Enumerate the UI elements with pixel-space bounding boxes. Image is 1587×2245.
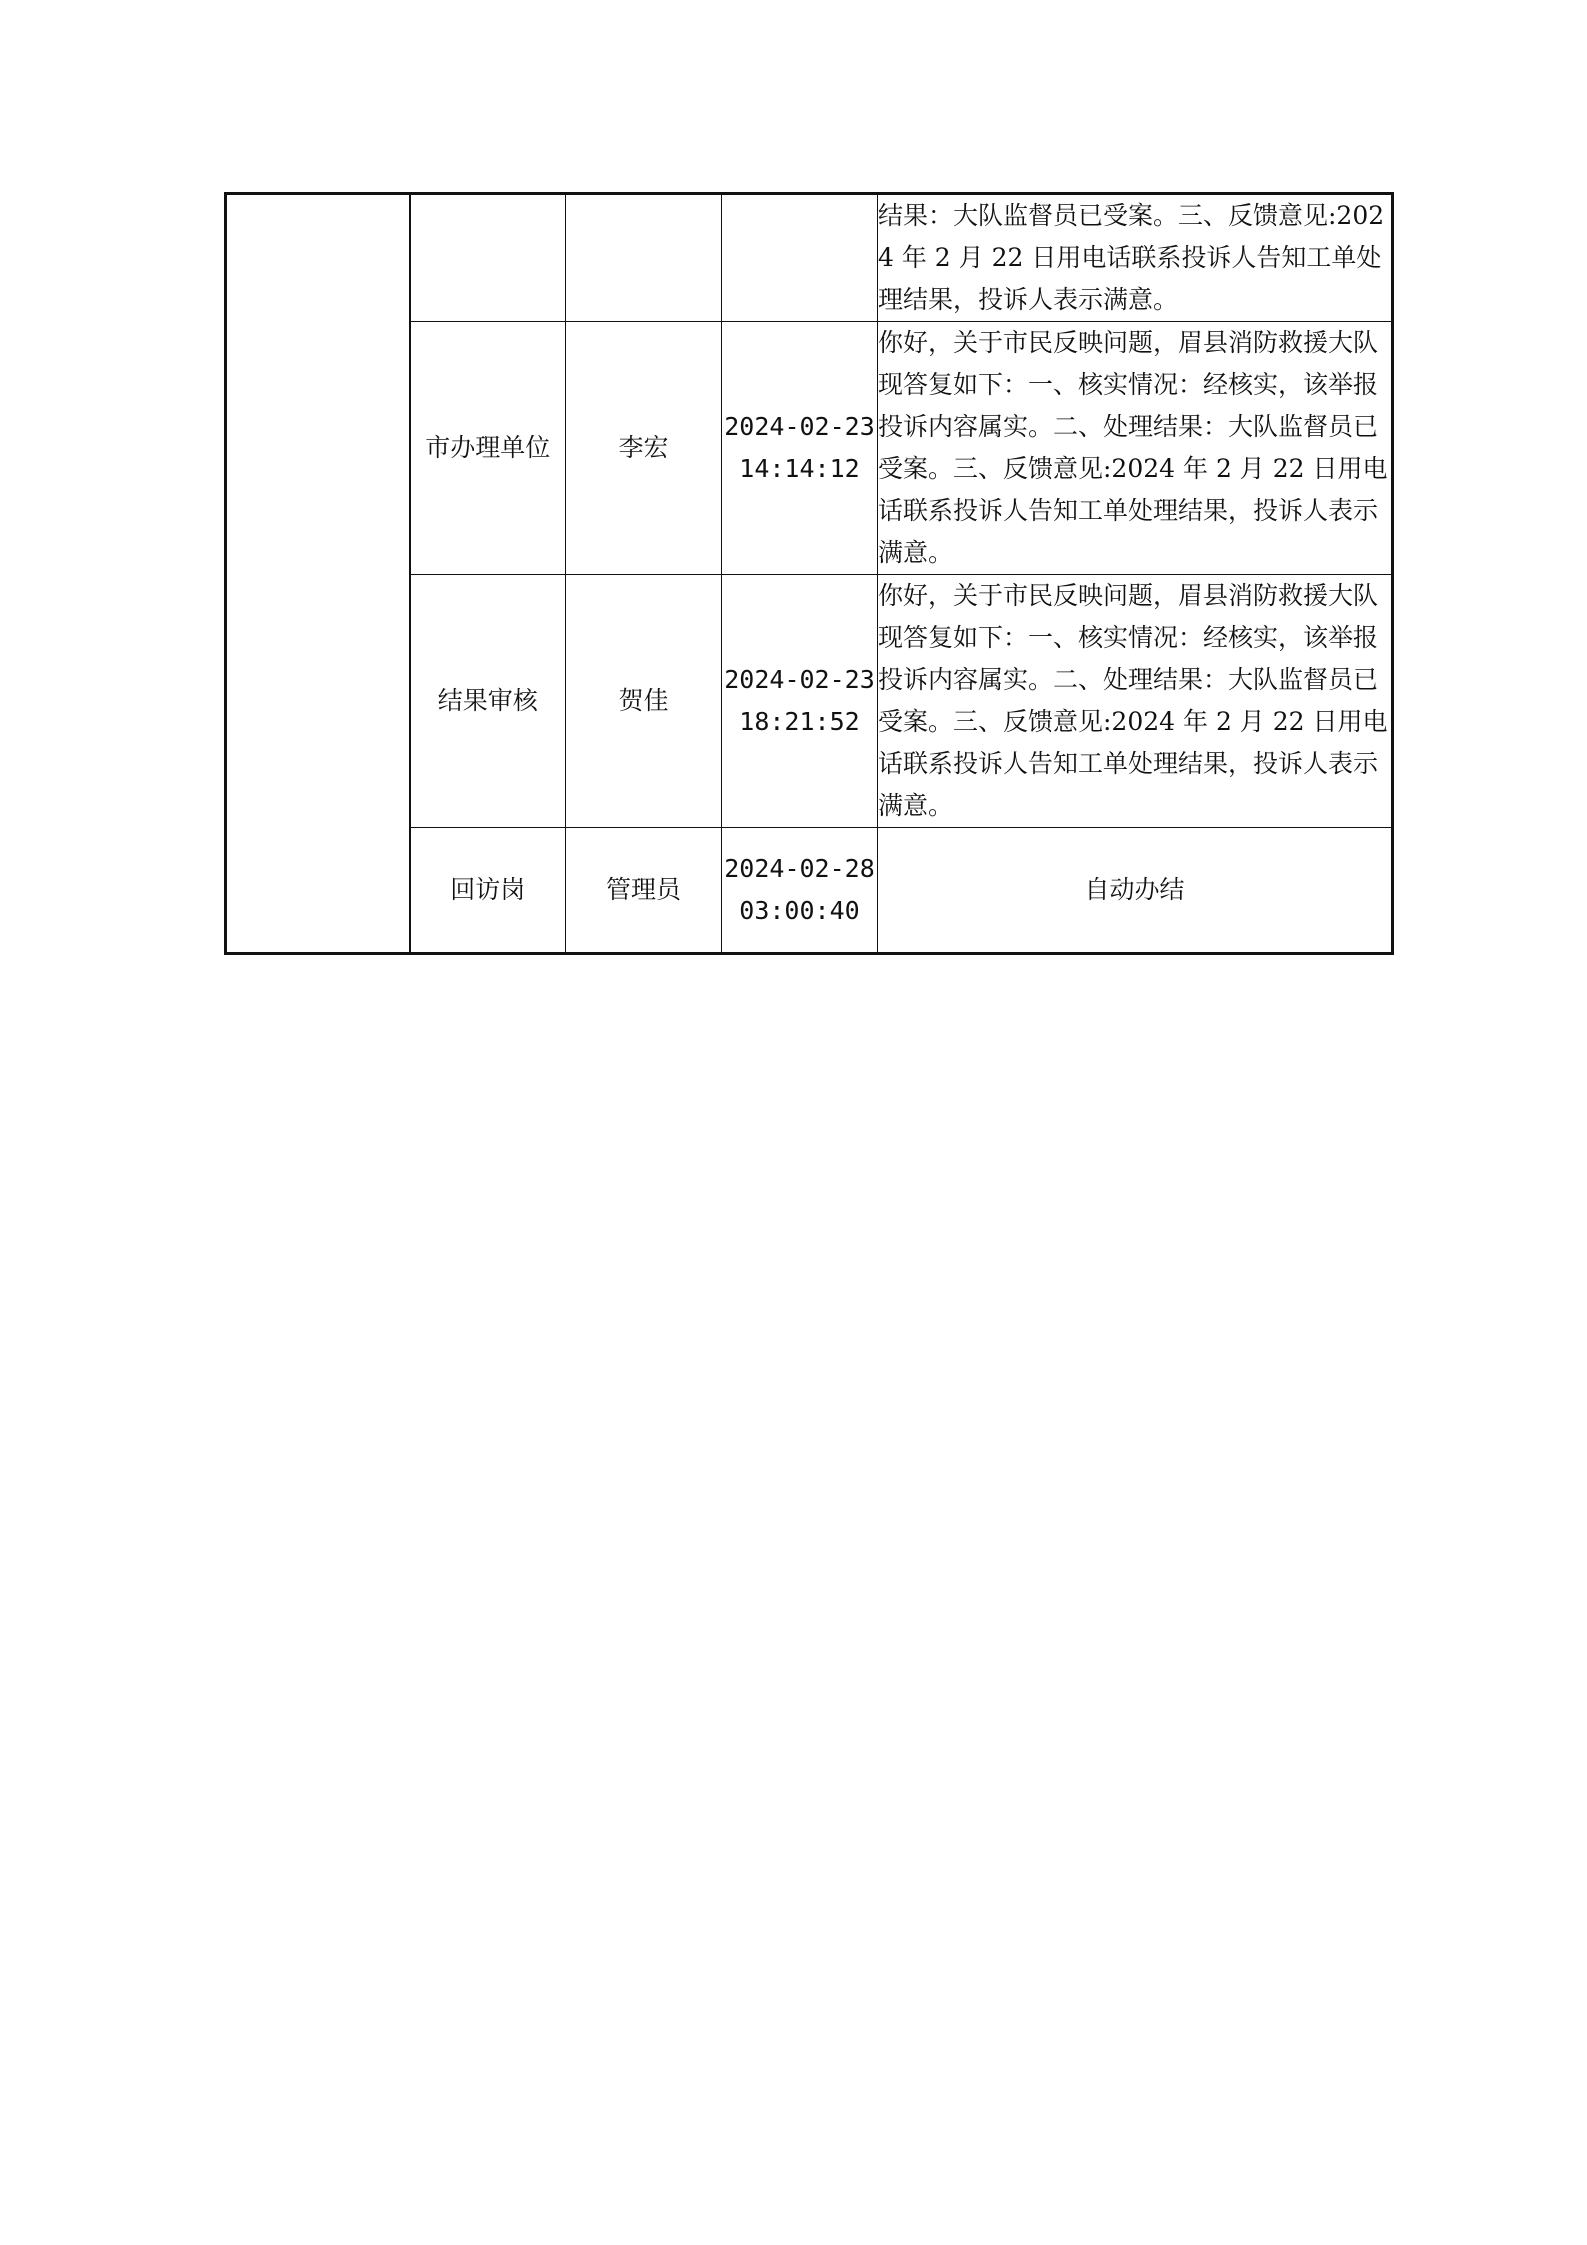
- node-cell: 市办理单位: [410, 322, 566, 575]
- table-row: [226, 194, 1393, 322]
- node-cell: 结果审核: [410, 575, 566, 828]
- time-cell: 2024-02-28 03:00:40: [722, 828, 878, 954]
- node-cell: 回访岗: [410, 828, 566, 954]
- opinion-cell: 你好，关于市民反映问题，眉县消防救援大队现答复如下：一、核实情况：经核实，该举报投诉内容属实。二、处理结果：大队监督员已受案。三、反馈意见:2024 年 2 月 22 日用电话联系投诉人告知工单处理结果，投诉人表示满意。: [878, 322, 1393, 575]
- node-cell: [410, 194, 566, 322]
- merged-label-cell: [226, 194, 410, 954]
- time-cell: 2024-02-23 14:14:12: [722, 322, 878, 575]
- handler-cell: 贺佳: [566, 575, 722, 828]
- time-cell: 2024-02-23 18:21:52: [722, 575, 878, 828]
- time-cell: [722, 194, 878, 322]
- opinion-cell: 你好，关于市民反映问题，眉县消防救援大队现答复如下：一、核实情况：经核实，该举报投诉内容属实。二、处理结果：大队监督员已受案。三、反馈意见:2024 年 2 月 22 日用电话联系投诉人告知工单处理结果，投诉人表示满意。: [878, 575, 1393, 828]
- process-record-table: [224, 192, 1394, 955]
- opinion-cell: 结果：大队监督员已受案。三、反馈意见:2024 年 2 月 22 日用电话联系投诉人告知工单处理结果，投诉人表示满意。: [878, 194, 1393, 322]
- handler-cell: [566, 194, 722, 322]
- handler-cell: 李宏: [566, 322, 722, 575]
- opinion-cell: 自动办结: [878, 828, 1393, 954]
- handler-cell: 管理员: [566, 828, 722, 954]
